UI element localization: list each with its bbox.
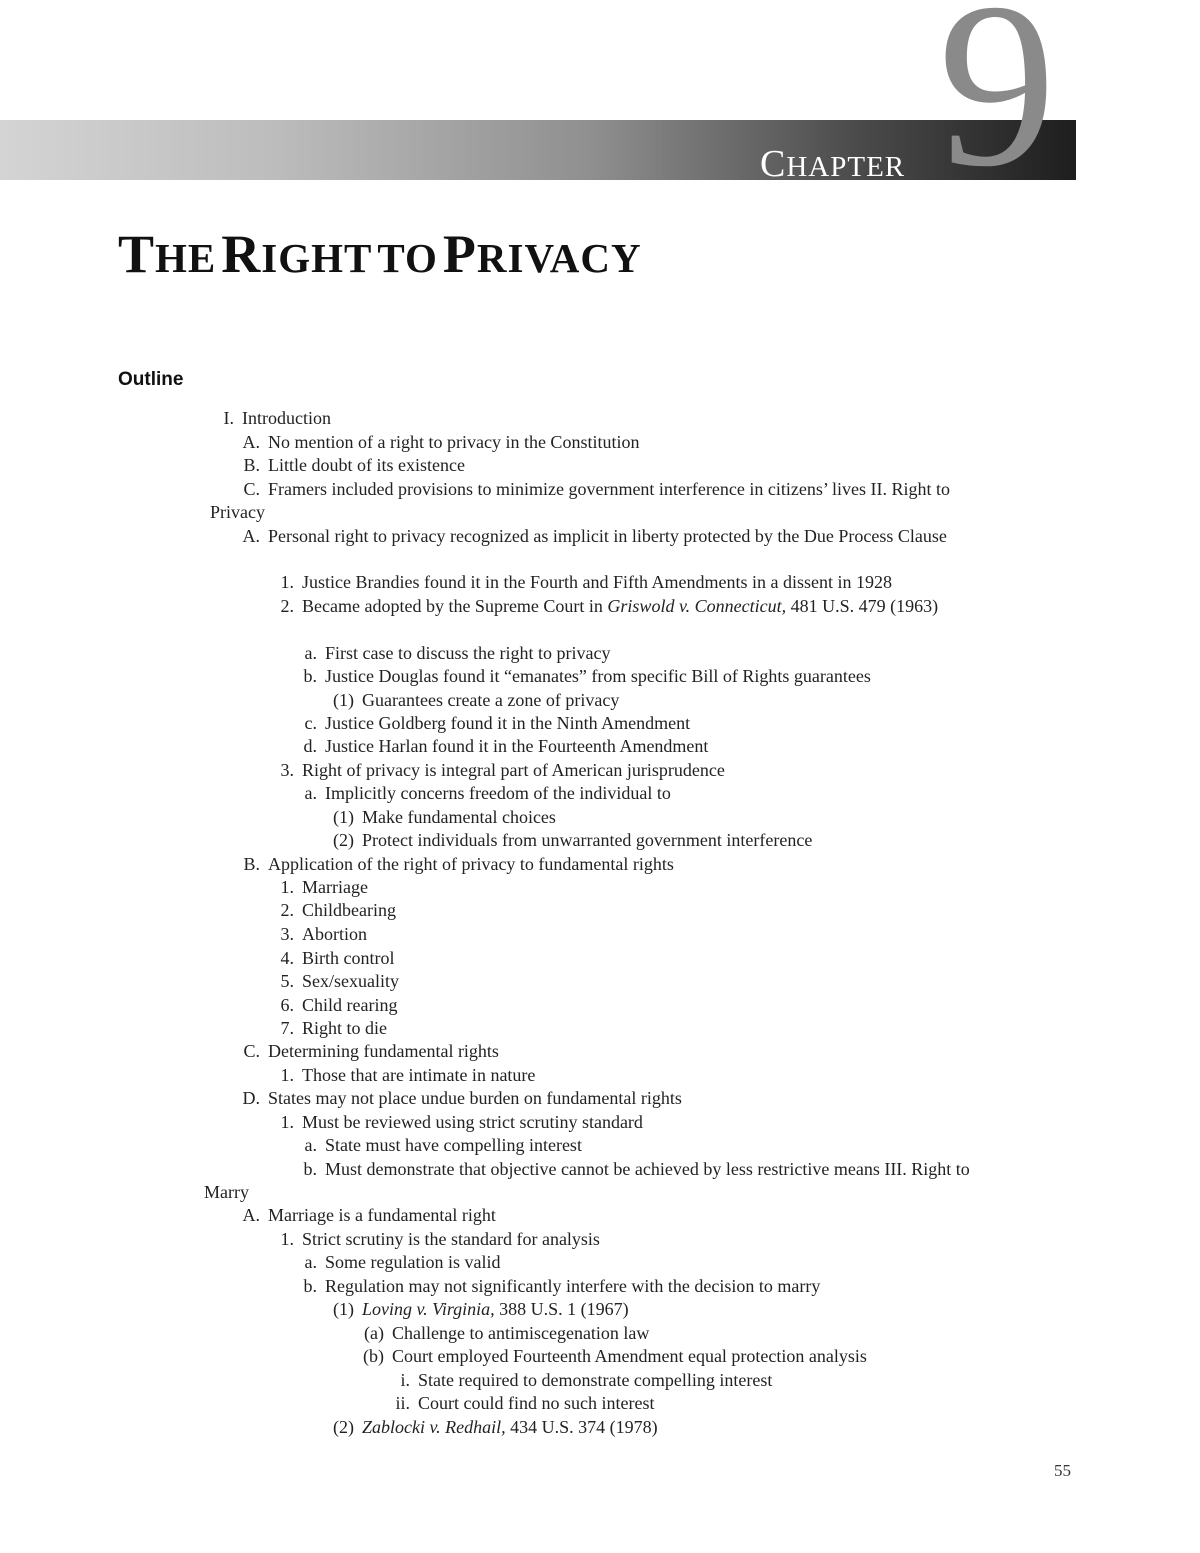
outline-item <box>240 454 465 477</box>
outline-label: a. <box>304 1135 317 1155</box>
outline-text: Sex/sexuality <box>302 971 399 991</box>
outline-text: Introduction <box>242 408 331 428</box>
outline-item <box>276 595 938 618</box>
outline-text: Court could find no such interest <box>418 1393 655 1413</box>
outline-label: C. <box>243 1041 260 1061</box>
outline-text: Some regulation is valid <box>325 1252 501 1272</box>
outline-label: a. <box>304 643 317 663</box>
outline-label: A. <box>242 1205 260 1225</box>
outline-text: 481 U.S. 479 (1963) <box>786 596 939 616</box>
outline-text: 388 U.S. 1 (1967) <box>494 1299 629 1319</box>
outline-item <box>276 947 395 970</box>
outline-text: Guarantees create a zone of privacy <box>362 690 620 710</box>
page-number: 55 <box>1054 1461 1071 1480</box>
outline-item <box>300 1275 820 1298</box>
outline-label: 4. <box>280 948 294 968</box>
outline-label: B. <box>243 854 260 874</box>
outline-text: Must demonstrate that objective cannot be achieved by less restrictive means III. Right to <box>325 1159 970 1179</box>
case-citation: Loving v. Virginia, <box>362 1299 495 1319</box>
outline-label: (1) <box>333 690 354 710</box>
outline-label: (b) <box>363 1346 384 1366</box>
outline-text: Justice Harlan found it in the Fourteenth Amendment <box>325 736 709 756</box>
outline-label: 1. <box>280 1112 294 1132</box>
page-title: THE RIGHT TO PRIVACY <box>118 224 642 284</box>
outline-item <box>240 853 674 876</box>
outline-text: Regulation may not significantly interfere with the decision to marry <box>325 1276 821 1296</box>
outline-text: Little doubt of its existence <box>268 455 465 475</box>
outline-label: 3. <box>280 924 294 944</box>
outline-text: Abortion <box>302 924 367 944</box>
outline-label: c. <box>304 713 317 733</box>
outline-text: Marriage <box>302 877 368 897</box>
outline-item <box>276 1017 387 1040</box>
outline-item <box>276 1064 535 1087</box>
outline-text: State must have compelling interest <box>325 1135 582 1155</box>
outline-text: Court employed Fourteenth Amendment equal protection analysis <box>392 1346 867 1366</box>
outline-item <box>322 806 556 829</box>
outline-label: 1. <box>280 1065 294 1085</box>
outline-text: 434 U.S. 374 (1978) <box>505 1417 658 1437</box>
outline-label: (a) <box>364 1323 384 1343</box>
outline-label: 1. <box>280 572 294 592</box>
outline-label: ii. <box>395 1393 410 1413</box>
outline-text: Challenge to antimiscegenation law <box>392 1323 650 1343</box>
outline-item <box>300 1134 582 1157</box>
outline-item <box>276 970 399 993</box>
outline-item <box>276 1228 600 1251</box>
outline-text: Framers included provisions to minimize government interference in citizens’ lives II. Right to <box>268 479 950 499</box>
outline-text: Must be reviewed using strict scrutiny standard <box>302 1112 643 1132</box>
outline-label: 6. <box>280 995 294 1015</box>
outline-label: C. <box>243 479 260 499</box>
outline-text: Justice Douglas found it “emanates” from specific Bill of Rights guarantees <box>325 666 871 686</box>
outline-item <box>276 1111 643 1134</box>
outline-text: Childbearing <box>302 900 396 920</box>
outline-label: 5. <box>280 971 294 991</box>
outline-text: Protect individuals from unwarranted government interference <box>362 830 813 850</box>
outline-item <box>276 759 725 782</box>
outline-item <box>240 525 947 548</box>
outline-text: States may not place undue burden on fundamental rights <box>268 1088 682 1108</box>
outline-label: (2) <box>333 1417 354 1437</box>
outline-label: A. <box>242 526 260 546</box>
outline-text: Marriage is a fundamental right <box>268 1205 496 1225</box>
outline-label: 2. <box>280 596 294 616</box>
outline-text: Birth control <box>302 948 395 968</box>
case-citation: Griswold v. Connecticut, <box>607 596 787 616</box>
outline-heading: Outline <box>118 369 184 390</box>
outline-item <box>240 1040 499 1063</box>
outline-label: a. <box>304 1252 317 1272</box>
outline-text: Child rearing <box>302 995 398 1015</box>
outline-text: Make fundamental choices <box>362 807 556 827</box>
outline-text: Strict scrutiny is the standard for analysis <box>302 1229 600 1249</box>
outline-text: Became adopted by the Supreme Court in <box>302 596 608 616</box>
outline-label: A. <box>242 432 260 452</box>
outline-label: 2. <box>280 900 294 920</box>
outline-label: (2) <box>333 830 354 850</box>
outline-item <box>394 1392 654 1415</box>
outline-item <box>322 1416 658 1439</box>
outline-item <box>204 1181 249 1204</box>
outline-item <box>356 1345 867 1368</box>
outline-label: i. <box>400 1370 410 1390</box>
outline-label: D. <box>242 1088 260 1108</box>
outline-text: State required to demonstrate compelling interest <box>418 1370 773 1390</box>
outline-item <box>396 1369 772 1392</box>
outline-text: Marry <box>204 1182 249 1202</box>
outline-item <box>322 829 812 852</box>
outline-label: 1. <box>280 877 294 897</box>
chapter-number: 9 <box>938 0 1056 216</box>
outline-text: Justice Brandies found it in the Fourth and Fifth Amendments in a dissent in 1928 <box>302 572 892 592</box>
chapter-label: CHAPTER <box>760 143 906 185</box>
outline-text: Right of privacy is integral part of American jurisprudence <box>302 760 725 780</box>
outline-label: a. <box>304 783 317 803</box>
outline-label: b. <box>303 666 317 686</box>
outline-text: Right to die <box>302 1018 387 1038</box>
outline-label: b. <box>303 1276 317 1296</box>
outline-item <box>210 501 265 524</box>
outline-item <box>276 876 368 899</box>
outline-label: b. <box>303 1159 317 1179</box>
outline-item <box>356 1322 649 1345</box>
outline-text: First case to discuss the right to privacy <box>325 643 611 663</box>
outline-item <box>322 1298 629 1321</box>
outline-item <box>240 478 950 501</box>
outline-item <box>300 642 610 665</box>
outline-text: Determining fundamental rights <box>268 1041 499 1061</box>
outline-text: Application of the right of privacy to fundamental rights <box>268 854 674 874</box>
outline-item <box>300 1251 500 1274</box>
outline-label: 3. <box>280 760 294 780</box>
outline-item <box>240 1204 496 1227</box>
outline-label: I. <box>223 408 234 428</box>
outline-item <box>276 994 397 1017</box>
outline-label: 1. <box>280 1229 294 1249</box>
outline-label: B. <box>243 455 260 475</box>
outline-item <box>240 431 639 454</box>
outline-text: No mention of a right to privacy in the Constitution <box>268 432 640 452</box>
outline-label: (1) <box>333 1299 354 1319</box>
outline-item <box>276 923 367 946</box>
outline-item <box>300 782 671 805</box>
outline-item <box>322 689 619 712</box>
outline-text: Personal right to privacy recognized as implicit in liberty protected by the Due Process Clause <box>268 526 947 546</box>
outline-item <box>300 665 871 688</box>
outline-text: Implicitly concerns freedom of the individual to <box>325 783 671 803</box>
case-citation: Zablocki v. Redhail, <box>362 1417 506 1437</box>
outline-item <box>300 712 690 735</box>
outline-text: Justice Goldberg found it in the Ninth Amendment <box>325 713 691 733</box>
outline-text: Privacy <box>210 502 265 522</box>
outline-item <box>300 1158 970 1181</box>
outline-label: d. <box>303 736 317 756</box>
outline-item <box>300 735 708 758</box>
outline-item <box>276 571 892 594</box>
outline-text: Those that are intimate in nature <box>302 1065 536 1085</box>
outline-item <box>236 1087 682 1110</box>
outline-label: 7. <box>280 1018 294 1038</box>
outline-label: (1) <box>333 807 354 827</box>
outline-item <box>218 407 331 430</box>
outline-item <box>276 899 396 922</box>
